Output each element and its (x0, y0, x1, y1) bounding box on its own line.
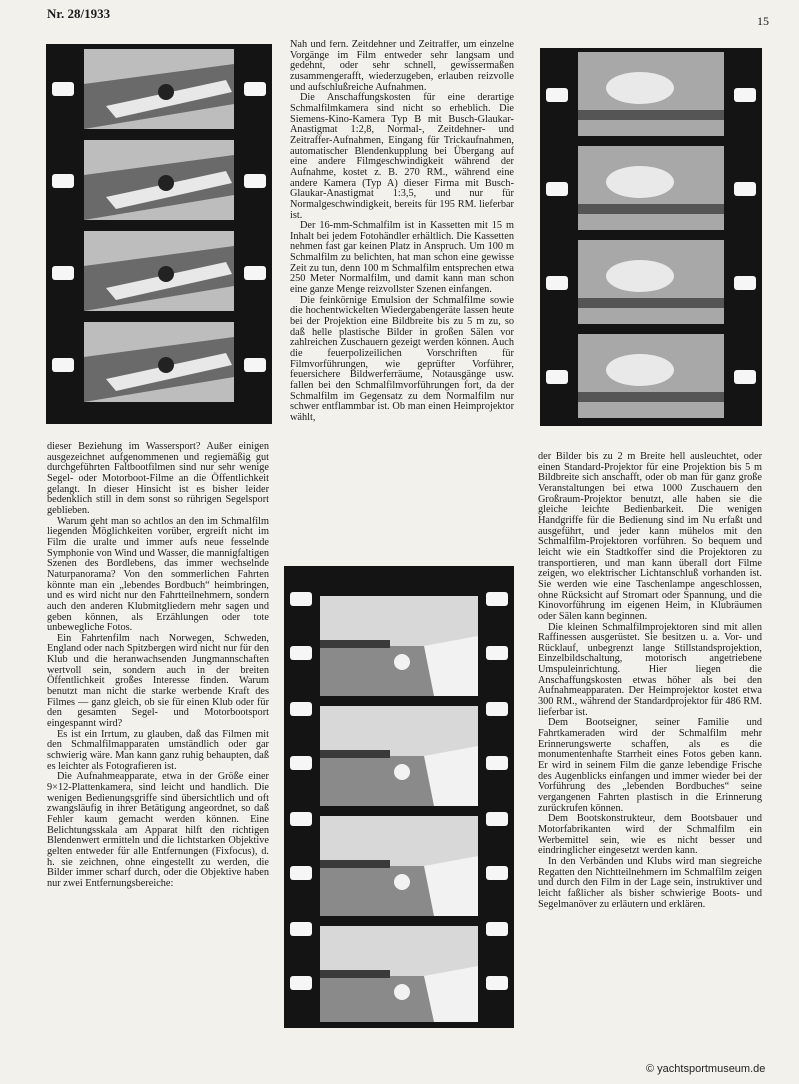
paragraph: Der 16-mm-Schmalfilm ist in Kassetten mit 15 m Inhalt bei jedem Fotohändler erhältlich. Die Kassetten nehmen fast gar keinen Platz in Anspruch. Um 100 m Schmalfilm zu belichten, hat man schon eine gewisse Zeit zu tun, denn 100 m Schmalfilm entsprechen etwa 250 Meter Normalfilm, und damit kann man schon eine ganze Menge reizvollster Szenen einfangen. (290, 220, 514, 296)
film-strip-sailing-icon (284, 566, 514, 1028)
paragraph: In den Verbänden und Klubs wird man siegreiche Regatten den Nichtteilnehmern im Schmalfilm zeigen und durch den Film in der Lage sein, instruktiver und leicht faßlicher als bisher schwierige Boots- und Segelmanöver zu erläutern und erklären. (538, 855, 762, 910)
paragraph: Nah und fern. Zeitdehner und Zeitraffer, um einzelne Vorgänge im Film entweder sehr langsam und gedehnt, oder sehr schnell, gewissermaßen zusammengerafft, wiederzugeben, erlauben reizvolle und aufschlußreiche Aufnahmen. (290, 40, 514, 93)
article-column-middle (290, 40, 514, 552)
paragraph: der Bilder bis zu 2 m Breite hell ausleuchtet, oder einen Standard-Projektor für eine Projektion bis 5 m Bildbreite sich anschafft, oder ob man für ganz große Veranstaltungen bei etwa 1000 Zuschauern den Großraum-Projektor benutzt, alle haben sie die gleiche leichte Bedienbarkeit. Die wenigen Handgriffe für die Bedienung sind im Nu erfaßt und ausgeführt, und jeder kann mühelos mit den Schmalfilm-Projektoren vorführen. So bequem und leicht wie ein Stadtkoffer sind die Projektoren zu transportieren, und man kann überall dort Filme zeigen, wo elektrischer Lichtanschluß vorhanden ist. Sie werden wie eine Taschenlampe angeschlossen, ohne Rücksicht auf Stromart oder Spannung, und die Kinovorführung im eigenen Heim, in Klubräumen oder Sälen kann beginnen. (538, 452, 762, 622)
paragraph: Die kleinen Schmalfilmprojektoren sind mit allen Raffinessen ausgerüstet. Sie besitzen u. a. Vor- und Rücklauf, unbegrenzt lange Stillstandsprojektion, Einzelbildschaltung, motorisch angetriebene Umspuleinrichtung. Hier liegen die Anschaffungskosten etwas höher als bei den Aufnahmeapparaten. Der Heimprojektor kostet etwa 300 RM., während der Standardprojektor für 486 RM. lieferbar ist. (538, 621, 762, 718)
copyright-watermark: © yachtsportmuseum.de (646, 1063, 766, 1075)
paragraph: Es ist ein Irrtum, zu glauben, daß das Filmen mit den Schmalfilmapparaten umständlich oder gar schwierig wäre. Man kann ganz ruhig behaupten, daß es leichter als Fotografieren ist. (47, 728, 269, 772)
paragraph: Ein Fahrtenfilm nach Norwegen, Schweden, England oder nach Spitzbergen wird nicht nur für den Klub und die heranwachsenden Jungmannschaften wertvoll sein, sondern auch in der breiten Öffentlichkeit großes Interesse finden. Warum benutzt man nicht die starke werbende Kraft des Filmes — ganz gleich, ob sie für einen Klub oder für den gesamten Segel- und Motorbootsport eingespannt wird? (47, 632, 269, 730)
film-strip-image-left (46, 44, 272, 424)
paragraph: dieser Beziehung im Wassersport? Außer einigen ausgezeichnet aufgenommenen und regiemäßig gut durchgeführten Faltbootfilmen sind nur sehr wenige Segel- oder Motorboot-Filme an die Öffentlichkeit gelangt. In dieser Hinsicht ist es bisher leider bedenklich still in dem sonst so rührigen Segelsport geblieben. (47, 442, 269, 516)
film-strip-speedboat-icon (46, 44, 272, 424)
paragraph: Die feinkörnige Emulsion der Schmalfilme sowie die hochentwickelten Wiedergabengeräte lassen heute bei der Projektion eine Bildbreite bis zu 5 m zu, so daß helle plastische Bilder in großen Sälen vor zahlreichen Zuschauern gezeigt werden können. Auch die feuerpolizeilichen Vorschriften für Filmvorführungen, wie geprüfter Vorführer, feuersichere Bildwerferräume, Notausgänge usw. fallen bei den Schmalfilmvorführungen fort, da der Schmalfilm im Gegensatz zu dem Normalfilm nur schwer entflammbar ist. Ob man einen Heimprojektor wählt, (290, 294, 514, 423)
film-strip-crew-icon (540, 48, 762, 426)
article-column-left (47, 442, 269, 1032)
film-strip-image-center (284, 566, 514, 1028)
paragraph: Die Aufnahmeapparate, etwa in der Größe einer 9×12-Plattenkamera, sind leicht und handlich. Die wenigen Bedienungsgriffe sind übersichtlich und oft zwangsläufig in ihrer Betätigung angeordnet, so daß Fehler kaum gemacht werden können. Eine Belichtungsskala am Apparat hilft den richtigen Blendenwert ermitteln und die lichtstarken Objektive gelten entweder für alle Entfernungen (Fixfocus), d. h. sie zeichnen, ohne eingestellt zu werden, die Bilder immer scharf durch, oder die Objektive haben nur zwei Entfernungsbereiche: (47, 771, 269, 889)
paragraph: Warum geht man so achtlos an den im Schmalfilm liegenden Möglichkeiten vorüber, ergreift nicht im Film die uralte und immer aufs neue fesselnde Symphonie von Wind und Wasser, die mannigfaltigen Szenen des Bordlebens, das immer wechselnde Naturpanorama? Von den sommerlichen Fahrten könnte man ein „lebendes Bordbuch“ heimbringen, und es wird nicht nur den Fahrtteilnehmern, sondern auch den anderen Klubmitgliedern mehr sagen und geben können, als Erzählungen oder tote unbewegliche Fotos. (47, 515, 269, 634)
film-strip-image-right (540, 48, 762, 426)
paragraph: Dem Bootskonstrukteur, dem Bootsbauer und Motorfabrikanten wird der Schmalfilm ein Werbemittel sein, wie es nicht besser und eindringlicher eingesetzt werden kann. (538, 813, 762, 857)
article-column-right (538, 452, 762, 1032)
paragraph: Die Anschaffungskosten für eine derartige Schmalfilmkamera sind nicht so erheblich. Die Siemens-Kino-Kamera Typ B mit Busch-Glaukar-Anastigmat 1:2,8, Normal-, Zeitdehner- und Zeitraffer-Aufnahmen, Eingang für Trickaufnahmen, automatischer Blendenkupplung bei Übergang auf eine andere Filmgeschwindigkeit während der Aufnahme, kostet z. B. 270 RM., während eine andere Kamera (Typ A) dieser Firma mit Busch-Glaukar-Anastigmat 1:3,5, und nur für Normalgeschwindigkeit, bereits für 195 RM. lieferbar ist. (290, 92, 514, 221)
paragraph: Dem Bootseigner, seiner Familie und Fahrtkameraden wird der Schmalfilm mehr Erinnerungswerte schaffen, als es die monumentenhafte Starrheit eines Fotos geben kann. Er wird in seinem Film die ganze lebendige Frische des Augenblicks einfangen und immer wieder bei der Vorführung des „lebenden Bordbuches“ seine vergangenen Fahrten plastisch in die Erinnerung zurückrufen können. (538, 717, 762, 814)
page-number: 15 (757, 14, 769, 28)
issue-number: Nr. 28/1933 (47, 6, 111, 21)
